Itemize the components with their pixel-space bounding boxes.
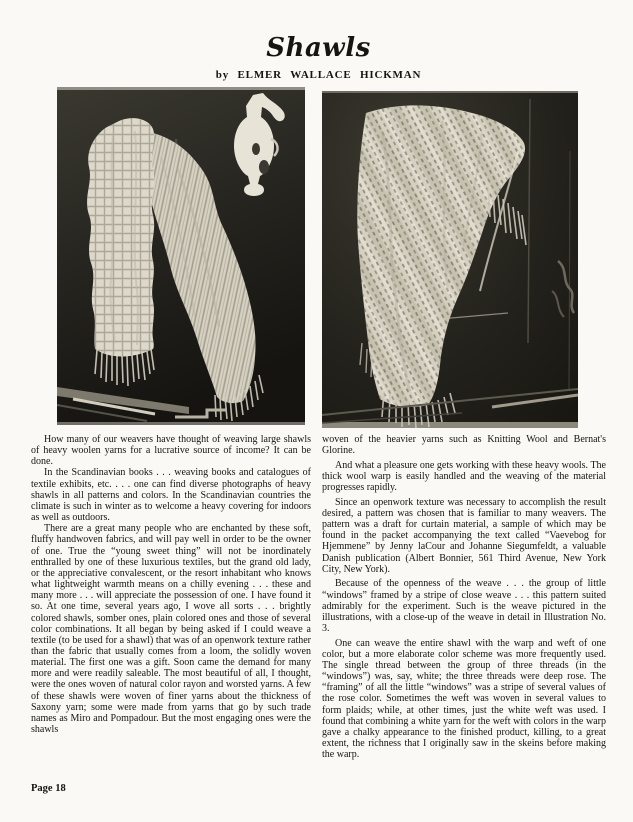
- photo-left: [57, 87, 305, 425]
- paragraph: Since an openwork texture was necessary to accomplish the result desired, a pattern was chosen that is familiar to many weavers. The pattern was a draft for curtain material, a sample of which may be found in the packet accompanying the text called “Vaevebog for Hjemmene” by Jenny laCour and Johanne Siegumfeldt, a valuable Danish publication (Albert Bonnier, 561 Third Avenue, New York City, New York).: [322, 496, 606, 575]
- photo-right: [322, 91, 578, 428]
- paragraph: One can weave the entire shawl with the warp and weft of one color, but a more elaborate color scheme was more frequently used. The single thread between the group of three threads (in the “windows”) was, say, white; the three threads were deep rose. The “framing” of all the little “windows” was a stripe of several values of the rose color. Sometimes the weft was woven in several values to form plaids; while, at other times, just the white weft was used. I found that combining a white yarn for the weft with colors in the warp gave a chalky appearance to the finished product, killing, to a great extent, the richness that I originally saw in the skeins before making the warp.: [322, 637, 606, 761]
- paragraph: And what a pleasure one gets working with these heavy wools. The thick wool warp is easily handled and the weaving of the material progresses rapidly.: [322, 459, 606, 494]
- paragraph: Because of the openness of the weave . . . the group of little “windows” framed by a stripe of close weave . . . this pattern suited admirably for the experiment. Such is the weave pictured in the illustrations, with a close-up of the weave in detail in Illustration No. 3.: [322, 578, 606, 634]
- paragraph: There are a great many people who are enchanted by these soft, fluffy handwoven fabrics, and will pay well in order to be the owner of one. True the “young sweet thing” will not be inordinately enthralled by one of these luxurious textiles, but the grand old lady, or the appreciative convalescent, or the resort inhabitant who knows what lightweight warmth means on a chilly evening . . . these and many more . . . will appreciate the possession of one. I have found it so. At one time, several years ago, I wove all sorts . . . brightly colored shawls, somber ones, plain colored ones and those of several color combinations. It all began by being asked if I could weave a textile (to be used for a shawl) that was of an openwork texture rather than the fabric that usually comes from a loom, the solidly woven material. The first one was a gift. Soon came the demand for many more and were readily saleable. The most beautiful of all, I thought, were the ones woven of natural color rayon and worsted yarns. A few of these shawls were woven of finer yarns about the thickness of Saxony yarn; some were made from yarns that go by such trade names as Miro and Pompadour. But the most engaging ones were the shawls: [31, 523, 311, 736]
- left-text-column: [31, 434, 311, 735]
- photo-bottom-edge: [322, 422, 578, 428]
- article-title: Shawls: [266, 33, 371, 63]
- right-text-column: [322, 434, 606, 760]
- article-byline: by ELMER WALLACE HICKMAN: [215, 69, 422, 81]
- photo-top-edge: [322, 91, 578, 93]
- right-photo-illustration: [322, 91, 578, 428]
- paragraph: In the Scandinavian books . . . weaving books and catalogues of textile exhibits, etc. . . . one can find diverse photographs of heavy shawls in all patterns and colors. In the Scandinavian countries the climate is such in winter as to welcome a heavy covering for indoors as well as outdoors.: [31, 467, 311, 524]
- photo-bottom-edge: [57, 422, 305, 425]
- left-photo-illustration: [57, 87, 305, 425]
- paragraph: How many of our weavers have thought of weaving large shawls of heavy woolen yarns for a lucrative source of income? It can be done.: [31, 434, 311, 468]
- page-number: Page 18: [31, 783, 66, 794]
- pitcher-decoration: [259, 160, 269, 174]
- paragraph: woven of the heavier yarns such as Knitting Wool and Bernat's Glorine.: [322, 434, 606, 457]
- pitcher-decoration: [252, 143, 260, 155]
- plaid-shawl-figure: [87, 118, 154, 386]
- photo-top-edge: [57, 87, 305, 90]
